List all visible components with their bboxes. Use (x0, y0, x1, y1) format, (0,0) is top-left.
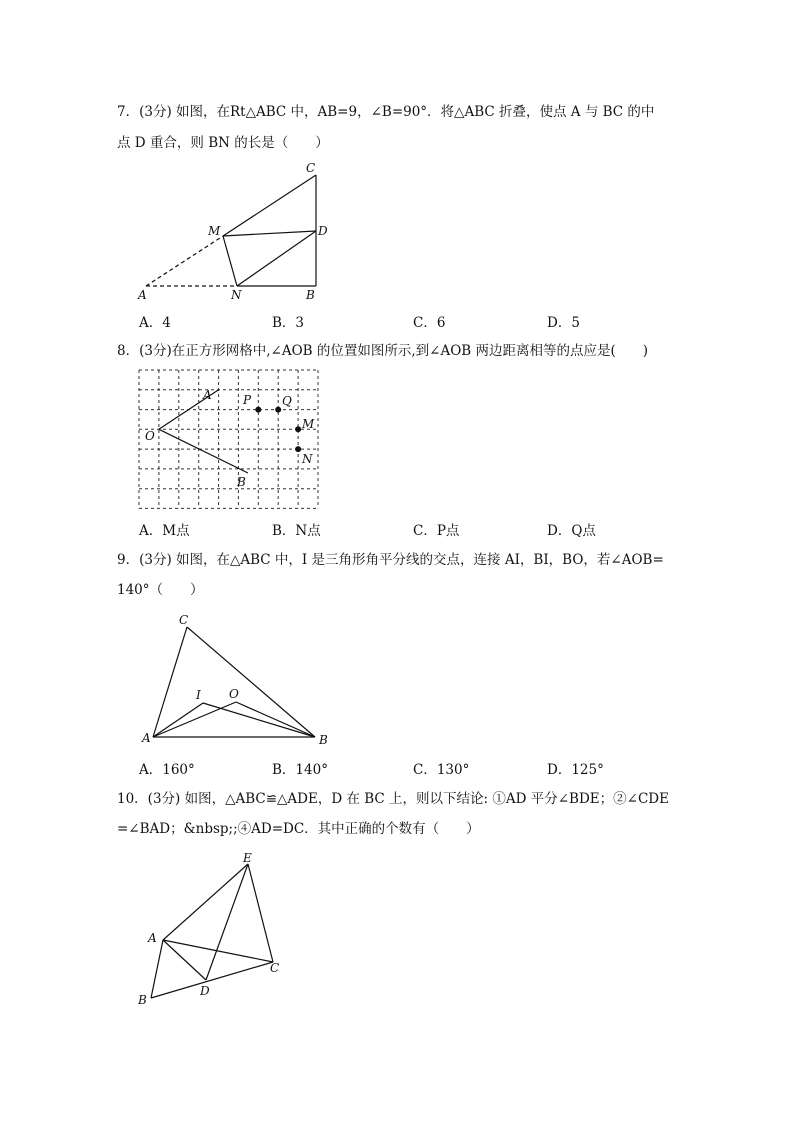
q10-seg-AE (163, 864, 248, 940)
q10-seg-ED (206, 864, 248, 980)
q9-label-A: A (142, 731, 151, 745)
q8-choice-a[interactable]: A．M点 (139, 523, 190, 539)
q9-label-O: O (229, 687, 239, 701)
q9-choice-c[interactable]: C．130° (413, 762, 470, 778)
q7-choice-a[interactable]: A．4 (139, 315, 171, 331)
q10-stem-line1: 10．(3分) 如图，△ABC≌△ADE，D 在 BC 上，则以下结论: ①AD 平分∠BDE；②∠CDE (117, 791, 669, 807)
q8-label-M: M (302, 417, 315, 431)
q8-label-P: P (243, 393, 252, 407)
q7-stem-line1: 7．(3分) 如图，在Rt△ABC 中，AB=9，∠B=90°．将△ABC 折叠，使点 A 与 BC 的中 (117, 104, 655, 120)
q8-stem: 8．(3分)在正方形网格中,∠AOB 的位置如图所示,到∠AOB 两边距离相等的点应是( ) (117, 343, 649, 359)
q8-label-O: O (145, 429, 155, 443)
q8-label-A: A (203, 388, 212, 402)
q10-label-D: D (200, 984, 210, 998)
q10-label-C: C (270, 961, 280, 975)
q9-choice-b[interactable]: B．140° (272, 762, 328, 778)
q9-stem-line1: 9．(3分) 如图，在△ABC 中，I 是三角形角平分线的交点，连接 AI，BI，BO，若∠AOB= (117, 552, 664, 568)
q10-label-A: A (148, 931, 157, 945)
q10-label-B: B (138, 993, 147, 1007)
q7-label-C: C (306, 161, 316, 175)
q9-stem-line2: 140°（ ） (117, 582, 204, 598)
q10-label-E: E (243, 851, 252, 865)
q7-label-N: N (231, 288, 242, 302)
q7-stem-line2: 点 D 重合，则 BN 的长是（ ） (117, 135, 329, 151)
q10-seg-AB (151, 940, 163, 998)
q7-label-D: D (318, 224, 328, 238)
q10-seg-AD (163, 940, 206, 980)
q8-label-B: B (237, 475, 246, 489)
q7-choice-c[interactable]: C．6 (413, 315, 446, 331)
q8-label-N: N (302, 452, 313, 466)
q7-label-A: A (138, 288, 147, 302)
q7-label-M: M (208, 224, 221, 238)
q8-choice-c[interactable]: C．P点 (413, 523, 460, 539)
q9-choice-d[interactable]: D．125° (547, 762, 604, 778)
q7-choice-b[interactable]: B．3 (272, 315, 305, 331)
q10-seg-BC (151, 962, 273, 998)
q7-choice-d[interactable]: D．5 (547, 315, 580, 331)
q9-label-I: I (196, 688, 201, 702)
q10-seg-EC (248, 864, 273, 962)
q8-choice-b[interactable]: B．N点 (272, 523, 321, 539)
q10-stem-line2: =∠BAD；&nbsp;;④AD=DC．其中正确的个数有（ ） (117, 821, 480, 837)
q7-label-B: B (306, 288, 315, 302)
q8-label-Q: Q (282, 394, 292, 408)
q10-seg-AC (163, 940, 273, 962)
q9-choice-a[interactable]: A．160° (139, 762, 195, 778)
q9-label-C: C (179, 613, 189, 627)
q8-choice-d[interactable]: D．Q点 (547, 523, 596, 539)
q9-label-B: B (319, 733, 328, 747)
